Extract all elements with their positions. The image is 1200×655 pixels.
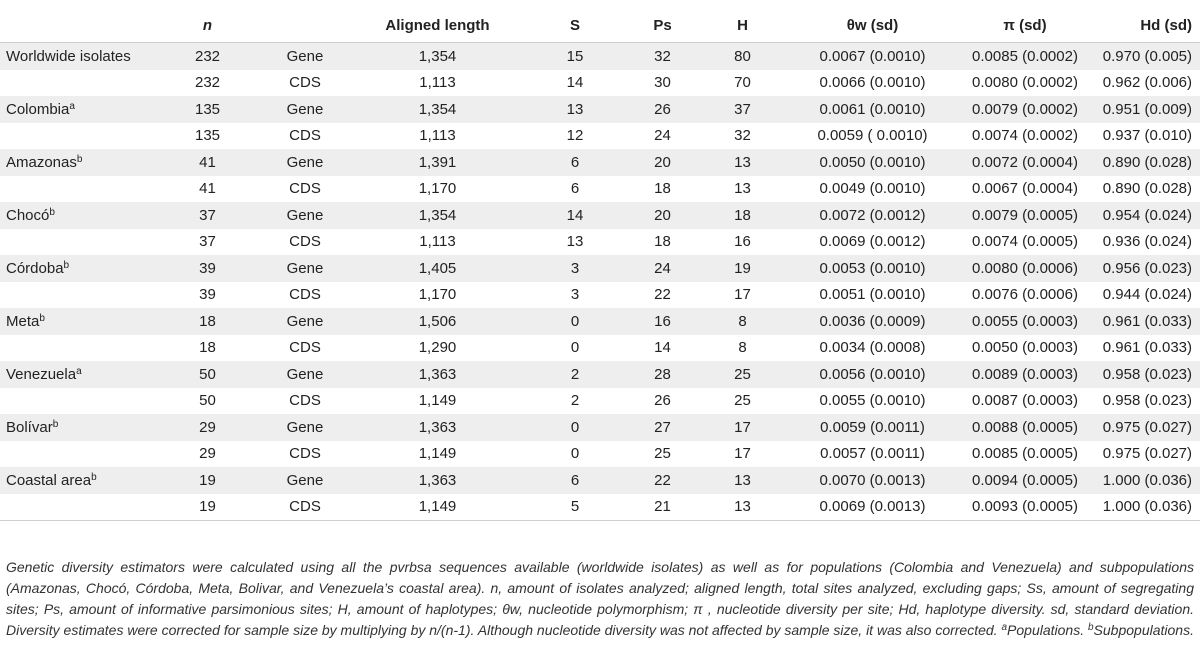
cell-ps: 26 — [654, 392, 671, 410]
cell-n: 29 — [155, 414, 260, 441]
cell-aligned-length: 1,354 — [350, 202, 525, 229]
header-population — [0, 9, 155, 43]
cell-ps: 24 — [625, 255, 700, 282]
footnote-text: Genetic diversity estimators were calculated using all the pvrbsa sequences available (worldwide isolates) as well as for populations (Colombia and Venezuela) and subpopulations (Amazonas, Chocó, Córdoba, Meta, Bolivar, and Venezuela’s coastal area). n, amount of isolates analyzed; aligned length, total sites analyzed, excluding gaps; Ss, amount of segregating sites; Ps, amount of informative parsimonious sites; H, amount of haplotypes; θw, nucleotide polymorphism; π , nucleotide diversity per site; Hd, haplotype diversity. sd, standard deviation. Diversity estimates were corrected for sample size by multiplying by n/(n-1). Although nucleotide diversity was not affected by sample size, it was also corrected. — [6, 559, 1194, 638]
population-name: Venezuela — [6, 365, 77, 383]
cell-hd: 0.944 (0.024) — [1102, 286, 1192, 304]
population-name: Chocó — [6, 206, 50, 224]
cell-ps: 26 — [625, 96, 700, 123]
cell-hd: 0.961 (0.033) — [1102, 339, 1192, 357]
header-region — [260, 9, 350, 43]
cell-aligned-length: 1,170 — [418, 286, 457, 304]
cell-region: CDS — [289, 180, 321, 198]
cell-pi: 0.0080 (0.0002) — [972, 74, 1078, 92]
cell-ps: 25 — [654, 445, 671, 463]
cell-hd: 1.000 (0.036) — [1090, 467, 1200, 494]
table-row — [0, 494, 1200, 521]
cell-region: Gene — [260, 467, 350, 494]
cell-hd: 0.890 (0.028) — [1102, 180, 1192, 198]
cell-population — [0, 202, 155, 229]
cell-aligned-length: 1,354 — [350, 96, 525, 123]
cell-s: 0 — [570, 339, 580, 357]
cell-aligned-length: 1,149 — [418, 445, 457, 463]
cell-ps: 18 — [654, 233, 671, 251]
cell-h: 8 — [738, 339, 747, 357]
cell-pi: 0.0080 (0.0006) — [960, 255, 1090, 282]
cell-n: 232 — [155, 43, 260, 70]
cell-s: 13 — [566, 233, 584, 251]
population-name: Meta — [6, 312, 40, 330]
cell-n: 18 — [155, 308, 260, 335]
table-row — [0, 467, 1200, 494]
cell-hd: 0.975 (0.027) — [1102, 445, 1192, 463]
cell-aligned-length: 1,113 — [419, 74, 456, 92]
cell-population — [0, 388, 155, 415]
population-name: Córdoba — [6, 259, 64, 277]
cell-region: Gene — [260, 414, 350, 441]
cell-hd: 0.954 (0.024) — [1090, 202, 1200, 229]
table-row — [0, 441, 1200, 468]
cell-population — [0, 335, 155, 362]
header-h: H — [700, 9, 785, 43]
cell-h: 17 — [700, 414, 785, 441]
cell-hd: 0.958 (0.023) — [1090, 361, 1200, 388]
header-s: S — [525, 9, 625, 43]
cell-ps: 30 — [654, 74, 671, 92]
population-name: Colombia — [6, 100, 70, 118]
cell-pi: 0.0085 (0.0005) — [972, 445, 1078, 463]
cell-ps: 27 — [625, 414, 700, 441]
cell-region: CDS — [289, 392, 321, 410]
table-row — [0, 335, 1200, 362]
cell-s: 3 — [525, 255, 625, 282]
cell-aligned-length: 1,113 — [419, 233, 456, 251]
table-row — [0, 229, 1200, 256]
cell-population — [0, 123, 155, 150]
cell-n: 29 — [199, 445, 216, 463]
header-row — [0, 9, 1200, 43]
cell-region: CDS — [289, 339, 321, 357]
footnote-populations: Populations. — [1007, 622, 1088, 638]
cell-h: 13 — [700, 467, 785, 494]
cell-theta-w: 0.0069 (0.0013) — [785, 494, 960, 521]
cell-theta-w: 0.0066 (0.0010) — [819, 74, 926, 92]
population-name: Worldwide isolates — [6, 47, 131, 65]
cell-region: Gene — [260, 361, 350, 388]
cell-s: 2 — [570, 392, 580, 410]
header-aligned-length: Aligned length — [350, 9, 525, 43]
cell-n: 50 — [155, 361, 260, 388]
cell-population — [0, 494, 155, 521]
cell-population — [0, 70, 155, 97]
table-row — [0, 96, 1200, 123]
population-footnote-marker: b — [49, 206, 55, 218]
cell-aligned-length: 1,363 — [350, 361, 525, 388]
cell-population — [0, 176, 155, 203]
header-theta-w: θw (sd) — [785, 9, 960, 43]
header-n: n — [155, 9, 260, 43]
population-footnote-marker: b — [91, 471, 97, 483]
population-name: Amazonas — [6, 153, 77, 171]
cell-h: 13 — [734, 180, 751, 198]
cell-pi: 0.0050 (0.0003) — [972, 339, 1078, 357]
cell-n: 18 — [199, 339, 216, 357]
cell-region: Gene — [260, 202, 350, 229]
cell-s: 14 — [525, 202, 625, 229]
cell-s: 0 — [525, 414, 625, 441]
cell-ps: 22 — [625, 467, 700, 494]
cell-s: 6 — [525, 149, 625, 176]
cell-n: 135 — [194, 127, 221, 145]
table-row — [0, 308, 1200, 335]
cell-pi: 0.0079 (0.0002) — [960, 96, 1090, 123]
cell-theta-w: 0.0059 (0.0011) — [785, 414, 960, 441]
cell-region: Gene — [260, 96, 350, 123]
population-footnote-marker: a — [69, 100, 75, 112]
cell-ps: 14 — [654, 339, 671, 357]
cell-n: 19 — [155, 494, 260, 521]
table-row — [0, 202, 1200, 229]
cell-aligned-length: 1,363 — [350, 467, 525, 494]
cell-hd: 0.951 (0.009) — [1090, 96, 1200, 123]
cell-theta-w: 0.0055 (0.0010) — [819, 392, 926, 410]
table-row — [0, 43, 1200, 70]
cell-hd: 0.961 (0.033) — [1090, 308, 1200, 335]
genetic-diversity-table — [0, 9, 1200, 521]
cell-theta-w: 0.0049 (0.0010) — [819, 180, 926, 198]
cell-aligned-length: 1,363 — [350, 414, 525, 441]
cell-n: 39 — [199, 286, 216, 304]
cell-s: 0 — [570, 445, 580, 463]
table-row — [0, 149, 1200, 176]
table-row — [0, 414, 1200, 441]
cell-s: 5 — [525, 494, 625, 521]
cell-theta-w: 0.0061 (0.0010) — [785, 96, 960, 123]
population-footnote-marker: b — [76, 153, 83, 165]
cell-population — [0, 255, 155, 282]
cell-pi: 0.0079 (0.0005) — [960, 202, 1090, 229]
cell-population — [0, 43, 155, 70]
table-body — [0, 43, 1200, 521]
cell-ps: 22 — [654, 286, 671, 304]
cell-n: 39 — [155, 255, 260, 282]
cell-theta-w: 0.0059 ( 0.0010) — [817, 127, 928, 145]
cell-hd: 0.962 (0.006) — [1102, 74, 1192, 92]
cell-theta-w: 0.0050 (0.0010) — [785, 149, 960, 176]
cell-h: 25 — [734, 392, 751, 410]
table-row — [0, 255, 1200, 282]
cell-n: 41 — [155, 149, 260, 176]
cell-hd: 1.000 (0.036) — [1090, 494, 1200, 521]
footnote-marker-a: a — [1001, 622, 1008, 633]
cell-region: CDS — [289, 233, 321, 251]
population-name: Bolívar — [6, 418, 53, 436]
cell-h: 19 — [700, 255, 785, 282]
cell-pi: 0.0076 (0.0006) — [972, 286, 1078, 304]
table-row — [0, 123, 1200, 150]
cell-region: CDS — [289, 127, 321, 145]
table-row — [0, 388, 1200, 415]
cell-pi: 0.0089 (0.0003) — [960, 361, 1090, 388]
cell-h: 13 — [700, 494, 785, 521]
cell-theta-w: 0.0070 (0.0013) — [785, 467, 960, 494]
cell-h: 70 — [734, 74, 751, 92]
cell-h: 16 — [734, 233, 751, 251]
cell-s: 15 — [525, 43, 625, 70]
cell-pi: 0.0094 (0.0005) — [960, 467, 1090, 494]
population-footnote-marker: b — [63, 259, 70, 271]
cell-region: Gene — [260, 308, 350, 335]
cell-n: 19 — [155, 467, 260, 494]
cell-h: 32 — [734, 127, 751, 145]
cell-pi: 0.0072 (0.0004) — [960, 149, 1090, 176]
cell-n: 37 — [155, 202, 260, 229]
cell-n: 41 — [199, 180, 216, 198]
cell-aligned-length: 1,506 — [350, 308, 525, 335]
cell-pi: 0.0055 (0.0003) — [960, 308, 1090, 335]
cell-aligned-length: 1,149 — [418, 392, 457, 410]
cell-region: CDS — [289, 74, 321, 92]
population-footnote-marker: b — [52, 418, 59, 430]
footnote-subpopulations: Subpopulations. — [1093, 622, 1194, 638]
cell-pi: 0.0067 (0.0004) — [972, 180, 1078, 198]
cell-ps: 24 — [654, 127, 671, 145]
cell-s: 13 — [525, 96, 625, 123]
table-row — [0, 361, 1200, 388]
cell-population — [0, 149, 155, 176]
cell-region: Gene — [260, 255, 350, 282]
cell-theta-w: 0.0057 (0.0011) — [820, 445, 925, 463]
cell-population — [0, 467, 155, 494]
population-footnote-marker: a — [76, 365, 82, 377]
cell-region: CDS — [289, 286, 321, 304]
cell-ps: 21 — [625, 494, 700, 521]
cell-theta-w: 0.0036 (0.0009) — [785, 308, 960, 335]
cell-population — [0, 282, 155, 309]
cell-pi: 0.0074 (0.0005) — [972, 233, 1078, 251]
cell-hd: 0.890 (0.028) — [1090, 149, 1200, 176]
cell-s: 3 — [570, 286, 580, 304]
table-header — [0, 9, 1200, 43]
cell-n: 135 — [155, 96, 260, 123]
cell-n: 50 — [199, 392, 216, 410]
cell-population — [0, 441, 155, 468]
cell-hd: 0.937 (0.010) — [1102, 127, 1192, 145]
table-row — [0, 176, 1200, 203]
cell-aligned-length: 1,405 — [350, 255, 525, 282]
cell-s: 6 — [570, 180, 580, 198]
cell-h: 25 — [700, 361, 785, 388]
cell-ps: 20 — [625, 202, 700, 229]
cell-pi: 0.0087 (0.0003) — [972, 392, 1078, 410]
cell-pi: 0.0085 (0.0002) — [960, 43, 1090, 70]
cell-hd: 0.958 (0.023) — [1102, 392, 1192, 410]
population-footnote-marker: b — [39, 312, 45, 324]
cell-aligned-length: 1,354 — [350, 43, 525, 70]
cell-s: 0 — [525, 308, 625, 335]
population-name: Coastal area — [6, 471, 92, 489]
cell-h: 17 — [734, 445, 751, 463]
cell-h: 13 — [700, 149, 785, 176]
cell-region: CDS — [289, 445, 321, 463]
cell-hd: 0.936 (0.024) — [1102, 233, 1192, 251]
cell-h: 17 — [734, 286, 751, 304]
cell-ps: 16 — [625, 308, 700, 335]
cell-theta-w: 0.0034 (0.0008) — [819, 339, 926, 357]
header-ps: Ps — [625, 9, 700, 43]
cell-population — [0, 361, 155, 388]
header-hd: Hd (sd) — [1090, 9, 1200, 43]
cell-h: 37 — [700, 96, 785, 123]
header-pi: π (sd) — [960, 9, 1090, 43]
cell-s: 12 — [566, 127, 584, 145]
cell-hd: 0.970 (0.005) — [1090, 43, 1200, 70]
cell-population — [0, 96, 155, 123]
table-row — [0, 70, 1200, 97]
cell-aligned-length: 1,391 — [350, 149, 525, 176]
cell-region: Gene — [260, 43, 350, 70]
cell-theta-w: 0.0067 (0.0010) — [785, 43, 960, 70]
cell-aligned-length: 1,149 — [350, 494, 525, 521]
cell-n: 37 — [199, 233, 216, 251]
table-footnote — [6, 557, 1194, 641]
cell-hd: 0.975 (0.027) — [1090, 414, 1200, 441]
cell-theta-w: 0.0072 (0.0012) — [785, 202, 960, 229]
cell-theta-w: 0.0069 (0.0012) — [819, 233, 926, 251]
cell-region: Gene — [260, 149, 350, 176]
cell-h: 8 — [700, 308, 785, 335]
footnote-marker-b: b — [1087, 622, 1094, 633]
cell-ps: 20 — [625, 149, 700, 176]
table-row — [0, 282, 1200, 309]
cell-hd: 0.956 (0.023) — [1090, 255, 1200, 282]
cell-s: 14 — [566, 74, 584, 92]
cell-ps: 18 — [654, 180, 671, 198]
cell-theta-w: 0.0053 (0.0010) — [785, 255, 960, 282]
cell-population — [0, 414, 155, 441]
cell-theta-w: 0.0056 (0.0010) — [785, 361, 960, 388]
cell-s: 6 — [525, 467, 625, 494]
cell-region: CDS — [260, 494, 350, 521]
cell-pi: 0.0093 (0.0005) — [960, 494, 1090, 521]
cell-h: 80 — [700, 43, 785, 70]
cell-pi: 0.0074 (0.0002) — [972, 127, 1078, 145]
cell-ps: 32 — [625, 43, 700, 70]
cell-s: 2 — [525, 361, 625, 388]
cell-n: 232 — [194, 74, 221, 92]
cell-population — [0, 308, 155, 335]
cell-aligned-length: 1,113 — [419, 127, 456, 145]
cell-population — [0, 229, 155, 256]
cell-aligned-length: 1,290 — [418, 339, 457, 357]
cell-aligned-length: 1,170 — [418, 180, 457, 198]
cell-h: 18 — [700, 202, 785, 229]
cell-theta-w: 0.0051 (0.0010) — [819, 286, 926, 304]
cell-ps: 28 — [625, 361, 700, 388]
cell-pi: 0.0088 (0.0005) — [960, 414, 1090, 441]
